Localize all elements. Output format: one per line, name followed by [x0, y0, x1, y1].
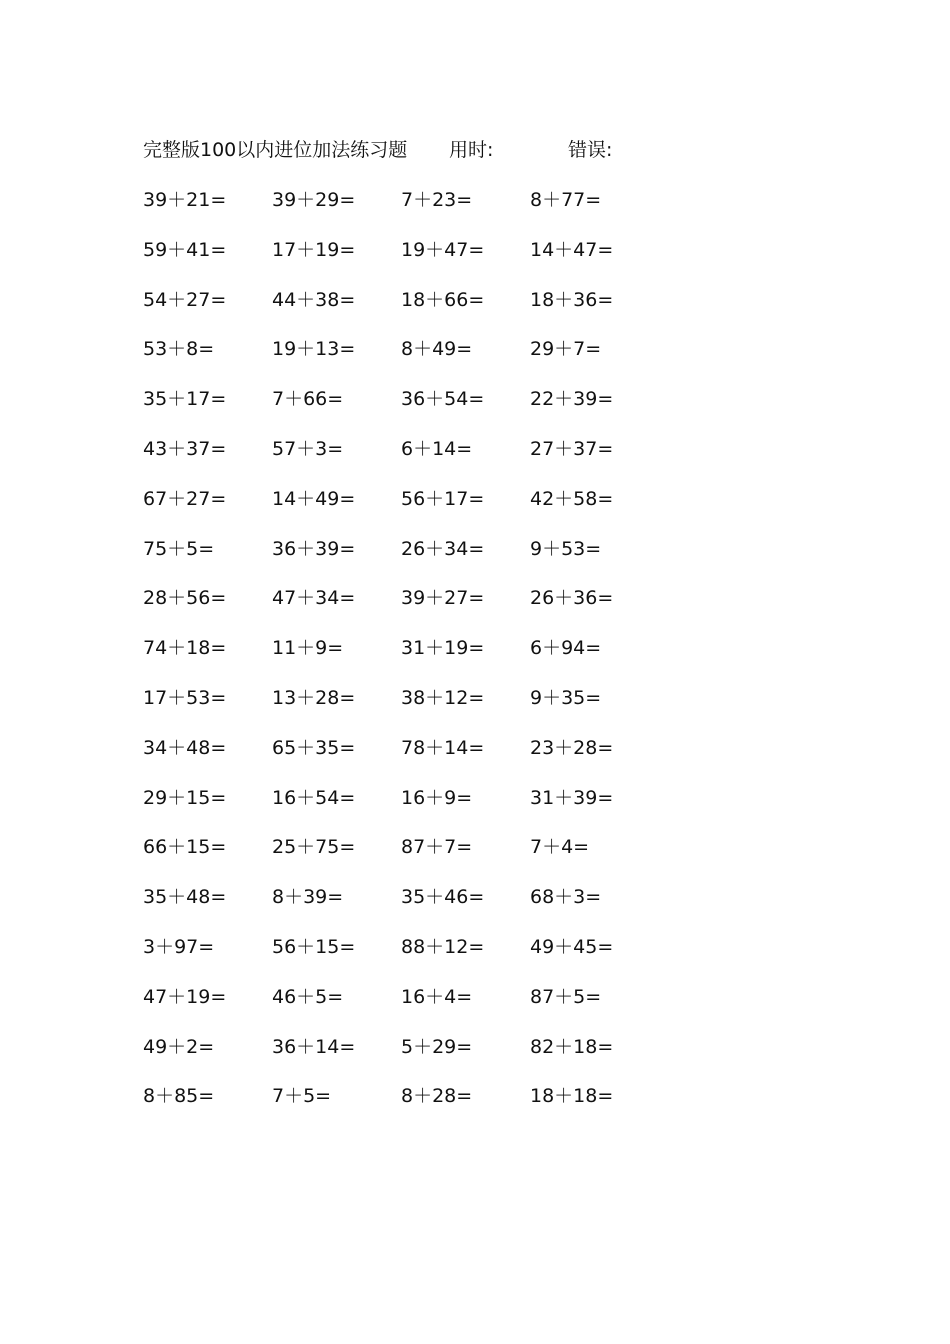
addition-problem: 26＋34= [401, 537, 485, 560]
addition-problem: 39＋27= [401, 587, 485, 610]
addition-problem: 16＋9= [401, 786, 473, 809]
addition-problem: 19＋13= [272, 338, 356, 361]
addition-problem: 9＋53= [530, 537, 602, 560]
worksheet-title: 完整版100以内进位加法练习题 [143, 139, 408, 161]
addition-problem: 34＋48= [143, 736, 227, 759]
addition-problem: 44＋38= [272, 288, 356, 311]
problem-row [0, 832, 950, 882]
addition-problem: 59＋41= [143, 238, 227, 261]
addition-problem: 35＋48= [143, 886, 227, 909]
addition-problem: 47＋19= [143, 985, 227, 1008]
addition-problem: 57＋3= [272, 437, 344, 460]
addition-problem: 8＋49= [401, 338, 473, 361]
addition-problem: 75＋5= [143, 537, 215, 560]
problem-row [0, 982, 950, 1032]
addition-problem: 65＋35= [272, 736, 356, 759]
addition-problem: 29＋7= [530, 338, 602, 361]
addition-problem: 31＋39= [530, 786, 614, 809]
addition-problem: 54＋27= [143, 288, 227, 311]
problem-row [0, 733, 950, 783]
problem-row [0, 683, 950, 733]
addition-problem: 11＋9= [272, 637, 344, 660]
addition-problem: 25＋75= [272, 836, 356, 859]
addition-problem: 36＋39= [272, 537, 356, 560]
problem-row [0, 534, 950, 584]
addition-problem: 47＋34= [272, 587, 356, 610]
addition-problem: 26＋36= [530, 587, 614, 610]
addition-problem: 17＋53= [143, 686, 227, 709]
addition-problem: 18＋66= [401, 288, 485, 311]
problem-row [0, 434, 950, 484]
addition-problem: 39＋29= [272, 189, 356, 211]
problem-row [0, 633, 950, 683]
addition-problem: 35＋46= [401, 886, 485, 909]
addition-problem: 18＋18= [530, 1085, 614, 1108]
addition-problem: 88＋12= [401, 935, 485, 958]
addition-problem: 74＋18= [143, 637, 227, 660]
addition-problem: 9＋35= [530, 686, 602, 709]
problem-row [0, 932, 950, 982]
addition-problem: 39＋21= [143, 189, 227, 211]
addition-problem: 14＋49= [272, 487, 356, 510]
problem-row [0, 334, 950, 384]
problem-row [0, 484, 950, 534]
addition-problem: 68＋3= [530, 886, 602, 909]
addition-problem: 66＋15= [143, 836, 227, 859]
errors-label: 错误: [568, 139, 613, 161]
problem-row [0, 1032, 950, 1082]
problem-row [0, 235, 950, 285]
addition-problem: 28＋56= [143, 587, 227, 610]
addition-problem: 6＋14= [401, 437, 473, 460]
addition-problem: 7＋23= [401, 189, 473, 211]
problem-row [0, 384, 950, 434]
problem-row [0, 185, 950, 235]
addition-problem: 82＋18= [530, 1035, 614, 1058]
problem-row [0, 882, 950, 932]
addition-problem: 8＋39= [272, 886, 344, 909]
addition-problem: 14＋47= [530, 238, 614, 261]
addition-problem: 49＋45= [530, 935, 614, 958]
addition-problem: 36＋54= [401, 388, 485, 411]
addition-problem: 27＋37= [530, 437, 614, 460]
time-used-label: 用时: [449, 139, 494, 161]
addition-problem: 87＋5= [530, 985, 602, 1008]
addition-problem: 8＋28= [401, 1085, 473, 1108]
addition-problem: 53＋8= [143, 338, 215, 361]
addition-problem: 8＋77= [530, 189, 602, 211]
problem-row [0, 1081, 950, 1131]
addition-problem: 16＋4= [401, 985, 473, 1008]
addition-problem: 16＋54= [272, 786, 356, 809]
problem-row [0, 583, 950, 633]
addition-problem: 17＋19= [272, 238, 356, 261]
addition-problem: 31＋19= [401, 637, 485, 660]
problem-row [0, 783, 950, 833]
addition-problem: 7＋5= [272, 1085, 332, 1108]
addition-problem: 22＋39= [530, 388, 614, 411]
problem-row [0, 285, 950, 335]
addition-problem: 43＋37= [143, 437, 227, 460]
addition-problem: 78＋14= [401, 736, 485, 759]
addition-problem: 29＋15= [143, 786, 227, 809]
addition-problem: 3＋97= [143, 935, 215, 958]
addition-problem: 38＋12= [401, 686, 485, 709]
addition-problem: 56＋17= [401, 487, 485, 510]
addition-problem: 13＋28= [272, 686, 356, 709]
addition-problem: 87＋7= [401, 836, 473, 859]
addition-problem: 23＋28= [530, 736, 614, 759]
addition-problem: 5＋29= [401, 1035, 473, 1058]
addition-problem: 46＋5= [272, 985, 344, 1008]
addition-problem: 19＋47= [401, 238, 485, 261]
addition-problem: 18＋36= [530, 288, 614, 311]
addition-problem: 8＋85= [143, 1085, 215, 1108]
addition-problem: 35＋17= [143, 388, 227, 411]
problem-grid [0, 185, 950, 1131]
addition-problem: 49＋2= [143, 1035, 215, 1058]
addition-problem: 6＋94= [530, 637, 602, 660]
addition-problem: 56＋15= [272, 935, 356, 958]
addition-problem: 67＋27= [143, 487, 227, 510]
addition-problem: 36＋14= [272, 1035, 356, 1058]
addition-problem: 7＋66= [272, 388, 344, 411]
addition-problem: 42＋58= [530, 487, 614, 510]
addition-problem: 7＋4= [530, 836, 590, 859]
